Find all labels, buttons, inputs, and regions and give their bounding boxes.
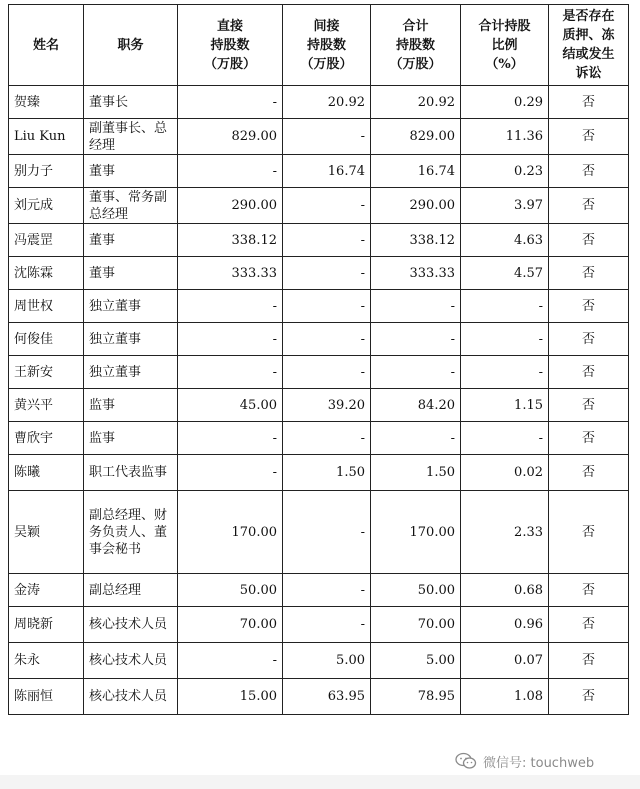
cell-pledge-litigation: 否 (549, 607, 629, 643)
cell-total-shares: 16.74 (371, 155, 461, 188)
table-row (9, 86, 629, 119)
table-row (9, 290, 629, 323)
cell-role: 董事长 (84, 86, 178, 119)
cell-total-ratio: - (461, 323, 549, 356)
cell-role: 独立董事 (84, 290, 178, 323)
cell-pledge-litigation: 否 (549, 389, 629, 422)
cell-indirect-shares: 39.20 (283, 389, 371, 422)
table-row (9, 574, 629, 607)
cell-role: 监事 (84, 422, 178, 455)
cell-total-ratio: 0.29 (461, 86, 549, 119)
cell-total-shares: 829.00 (371, 119, 461, 155)
cell-direct-shares: - (178, 356, 283, 389)
cell-name: 黄兴平 (9, 389, 84, 422)
cell-direct-shares: - (178, 155, 283, 188)
cell-pledge-litigation: 否 (549, 574, 629, 607)
cell-direct-shares: - (178, 643, 283, 679)
cell-total-ratio: 1.08 (461, 679, 549, 715)
cell-indirect-shares: - (283, 491, 371, 574)
table-row (9, 389, 629, 422)
cell-indirect-shares: 16.74 (283, 155, 371, 188)
cell-direct-shares: 45.00 (178, 389, 283, 422)
cell-role: 核心技术人员 (84, 643, 178, 679)
cell-total-shares: 5.00 (371, 643, 461, 679)
cell-total-ratio: 0.02 (461, 455, 549, 491)
cell-pledge-litigation: 否 (549, 356, 629, 389)
cell-direct-shares: 290.00 (178, 188, 283, 224)
cell-indirect-shares: 1.50 (283, 455, 371, 491)
cell-total-ratio: - (461, 356, 549, 389)
cell-indirect-shares: - (283, 356, 371, 389)
table-row (9, 323, 629, 356)
table-row (9, 188, 629, 224)
cell-pledge-litigation: 否 (549, 323, 629, 356)
cell-role: 董事、常务副总经理 (84, 188, 178, 224)
cell-total-ratio: 0.23 (461, 155, 549, 188)
cell-total-ratio: - (461, 422, 549, 455)
cell-direct-shares: 333.33 (178, 257, 283, 290)
cell-name: 周晓新 (9, 607, 84, 643)
cell-total-shares: 170.00 (371, 491, 461, 574)
cell-pledge-litigation: 否 (549, 188, 629, 224)
cell-name: 贺臻 (9, 86, 84, 119)
cell-role: 监事 (84, 389, 178, 422)
table-row (9, 155, 629, 188)
cell-indirect-shares: - (283, 188, 371, 224)
cell-total-shares: - (371, 356, 461, 389)
col-header-total-ratio: 合计持股 比例 （%） (461, 5, 549, 86)
cell-role: 副董事长、总经理 (84, 119, 178, 155)
cell-total-shares: - (371, 323, 461, 356)
cell-pledge-litigation: 否 (549, 119, 629, 155)
table-row (9, 455, 629, 491)
footer-strip (0, 775, 640, 789)
cell-indirect-shares: - (283, 257, 371, 290)
cell-pledge-litigation: 否 (549, 224, 629, 257)
cell-indirect-shares: 5.00 (283, 643, 371, 679)
cell-name: 金涛 (9, 574, 84, 607)
cell-name: 冯震罡 (9, 224, 84, 257)
table-row (9, 643, 629, 679)
cell-total-shares: 333.33 (371, 257, 461, 290)
cell-indirect-shares: - (283, 119, 371, 155)
cell-total-shares: 1.50 (371, 455, 461, 491)
col-header-direct-shares: 直接 持股数 （万股） (178, 5, 283, 86)
cell-pledge-litigation: 否 (549, 491, 629, 574)
cell-total-ratio: 3.97 (461, 188, 549, 224)
cell-total-ratio: 0.96 (461, 607, 549, 643)
cell-indirect-shares: 63.95 (283, 679, 371, 715)
table-row (9, 422, 629, 455)
cell-total-ratio: 4.63 (461, 224, 549, 257)
cell-indirect-shares: - (283, 323, 371, 356)
cell-name: 何俊佳 (9, 323, 84, 356)
cell-name: 陈丽恒 (9, 679, 84, 715)
cell-name: Liu Kun (9, 119, 84, 155)
cell-indirect-shares: - (283, 290, 371, 323)
cell-total-shares: 338.12 (371, 224, 461, 257)
cell-role: 副总经理 (84, 574, 178, 607)
watermark (455, 750, 594, 772)
cell-direct-shares: 170.00 (178, 491, 283, 574)
cell-indirect-shares: - (283, 422, 371, 455)
wechat-icon (455, 752, 477, 770)
cell-direct-shares: 15.00 (178, 679, 283, 715)
cell-total-ratio: - (461, 290, 549, 323)
cell-name: 周世权 (9, 290, 84, 323)
col-header-pledge-litigation: 是否存在 质押、冻 结或发生 诉讼 (549, 5, 629, 86)
cell-role: 独立董事 (84, 356, 178, 389)
cell-role: 独立董事 (84, 323, 178, 356)
cell-role: 董事 (84, 155, 178, 188)
cell-pledge-litigation: 否 (549, 257, 629, 290)
cell-total-shares: 84.20 (371, 389, 461, 422)
cell-role: 核心技术人员 (84, 607, 178, 643)
cell-total-shares: 50.00 (371, 574, 461, 607)
cell-name: 吴颖 (9, 491, 84, 574)
cell-direct-shares: 338.12 (178, 224, 283, 257)
cell-pledge-litigation: 否 (549, 455, 629, 491)
cell-direct-shares: - (178, 422, 283, 455)
cell-indirect-shares: - (283, 574, 371, 607)
cell-direct-shares: - (178, 455, 283, 491)
cell-role: 职工代表监事 (84, 455, 178, 491)
cell-total-ratio: 2.33 (461, 491, 549, 574)
cell-direct-shares: 50.00 (178, 574, 283, 607)
table-row (9, 257, 629, 290)
cell-name: 刘元成 (9, 188, 84, 224)
cell-indirect-shares: - (283, 607, 371, 643)
cell-direct-shares: 829.00 (178, 119, 283, 155)
cell-direct-shares: - (178, 323, 283, 356)
cell-indirect-shares: 20.92 (283, 86, 371, 119)
cell-total-shares: 20.92 (371, 86, 461, 119)
cell-pledge-litigation: 否 (549, 290, 629, 323)
cell-pledge-litigation: 否 (549, 643, 629, 679)
cell-direct-shares: - (178, 86, 283, 119)
table-row (9, 607, 629, 643)
col-header-name: 姓名 (9, 5, 84, 86)
cell-name: 王新安 (9, 356, 84, 389)
cell-pledge-litigation: 否 (549, 679, 629, 715)
cell-indirect-shares: - (283, 224, 371, 257)
shareholding-table (8, 4, 629, 715)
cell-name: 曹欣宇 (9, 422, 84, 455)
cell-direct-shares: - (178, 290, 283, 323)
watermark-text: 微信号: touchweb (483, 755, 595, 771)
cell-role: 核心技术人员 (84, 679, 178, 715)
cell-direct-shares: 70.00 (178, 607, 283, 643)
table-row (9, 356, 629, 389)
cell-total-shares: - (371, 422, 461, 455)
cell-total-shares: 78.95 (371, 679, 461, 715)
header-row (9, 5, 629, 86)
cell-total-shares: 70.00 (371, 607, 461, 643)
cell-role: 副总经理、财务负责人、董事会秘书 (84, 491, 178, 574)
cell-name: 别力子 (9, 155, 84, 188)
cell-total-ratio: 11.36 (461, 119, 549, 155)
cell-role: 董事 (84, 224, 178, 257)
col-header-indirect-shares: 间接 持股数 （万股） (283, 5, 371, 86)
col-header-role: 职务 (84, 5, 178, 86)
table-row (9, 119, 629, 155)
table-row (9, 224, 629, 257)
cell-role: 董事 (84, 257, 178, 290)
cell-total-shares: - (371, 290, 461, 323)
col-header-total-shares: 合计 持股数 （万股） (371, 5, 461, 86)
cell-pledge-litigation: 否 (549, 86, 629, 119)
cell-name: 沈陈霖 (9, 257, 84, 290)
cell-total-ratio: 1.15 (461, 389, 549, 422)
table-row (9, 491, 629, 574)
cell-pledge-litigation: 否 (549, 422, 629, 455)
cell-total-ratio: 0.68 (461, 574, 549, 607)
cell-total-ratio: 0.07 (461, 643, 549, 679)
cell-total-ratio: 4.57 (461, 257, 549, 290)
cell-name: 陈曦 (9, 455, 84, 491)
cell-total-shares: 290.00 (371, 188, 461, 224)
cell-name: 朱永 (9, 643, 84, 679)
cell-pledge-litigation: 否 (549, 155, 629, 188)
table-row (9, 679, 629, 715)
